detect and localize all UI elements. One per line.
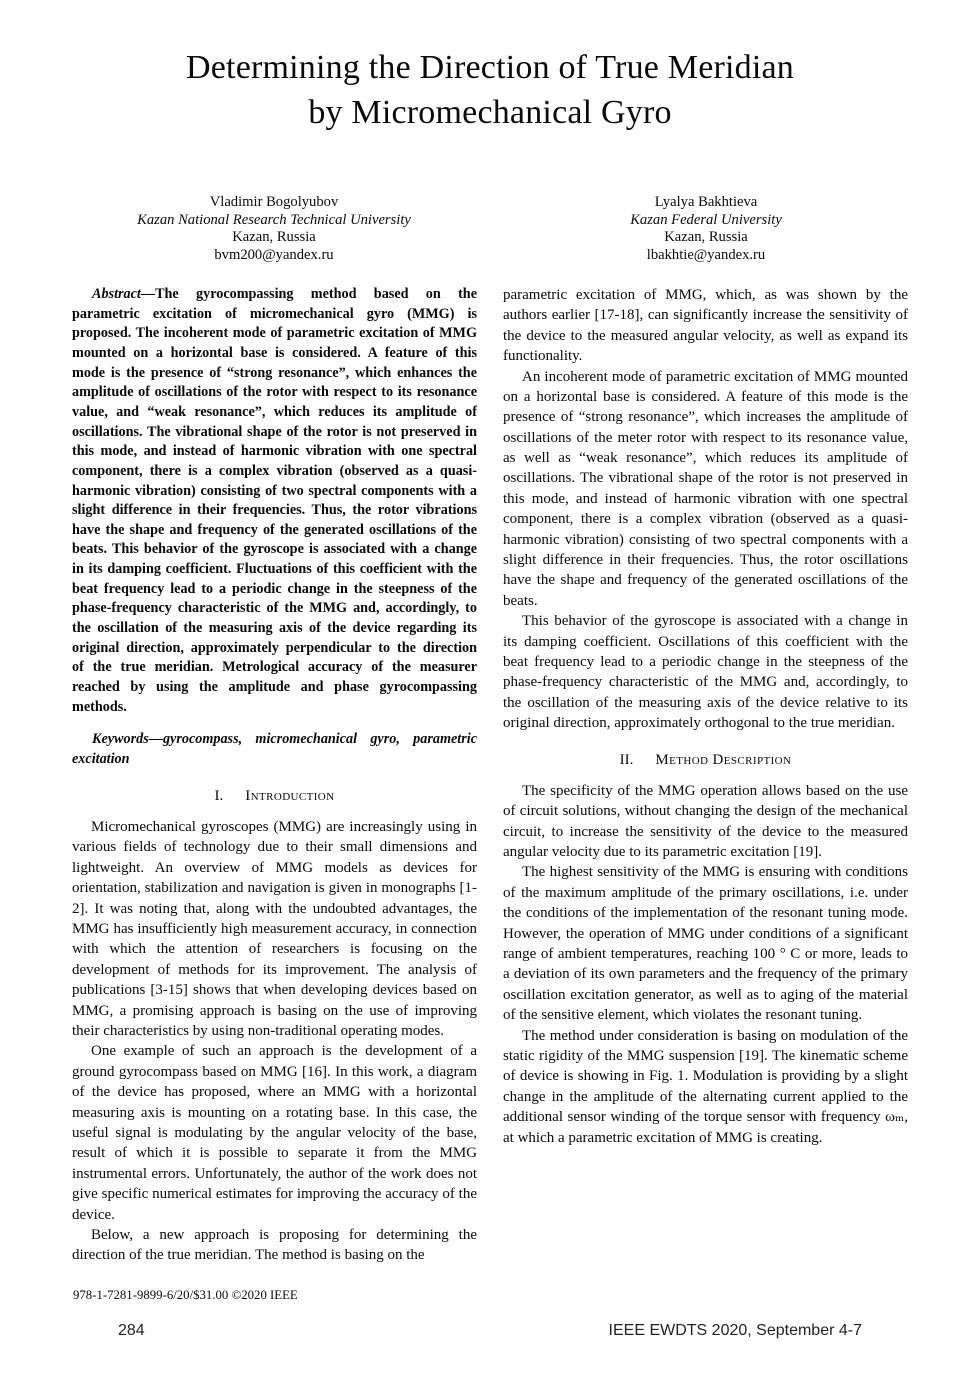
method-paragraph-1: The specificity of the MMG operation allows based on the use of circuit solutions, without changing the design of the mechanical circuit, to increase the sensitivity of the device to the measured angular velocity due to its parametric excitation [19]. [503,782,908,861]
conference-name: IEEE EWDTS 2020, September 4-7 [608,1322,862,1339]
author-affiliation: Kazan Federal University [630,211,782,228]
author-affiliation: Kazan National Research Technical University [137,211,411,228]
left-column [72,285,477,1266]
paper-title-line2: by Micromechanical Gyro [308,93,672,131]
page-number: 284 [118,1322,145,1339]
paper-title [0,0,980,136]
section-heading-introduction [72,786,477,806]
intro-paragraph-2: One example of such an approach is the development of a ground gyrocompass based on MMG [16]. In this work, a diagram of the device has proposed, where an MMG with a horizontal measuring axis is mounting on a rotating base. In this case, the useful signal is modulating by the angular velocity of the base, result of which it is possible to separate it from the MMG instrumental errors. Unfortunately, the author of the work does not give specific numerical estimates for improving the accuracy of the device. [72,1043,477,1223]
keywords-label: Keywords— [92,731,163,748]
author-name: Vladimir Bogolyubov [209,193,339,210]
two-column-body [72,285,908,1266]
method-paragraph-2: The highest sensitivity of the MMG is ensuring with conditions of the maximum amplitude of the primary oscillations, i.e. under the conditions of the implementation of the resonant tuning mode. However, the operation of MMG under conditions of a significant range of ambient temperatures, reaching 100 ° C or more, leads to a deviation of its own parameters and the frequency of the primary oscillation excitation generator, as well as to aging of the material of the sensitive element, which violates the resonant tuning. [503,864,908,1024]
intro-paragraph-5: This behavior of the gyroscope is associated with a change in its damping coefficient. Oscillations of this coefficient with the beat frequency lead to a periodic change in the steepness of the phase-frequency characteristic of the MMG and, accordingly, to the oscillation of the measuring axis of the device relative to its original direction, approximately orthogonal to the true meridian. [503,613,908,732]
author-name: Lyalya Bakhtieva [654,193,758,210]
section-number: I. [214,787,224,804]
author-email: lbakhtie@yandex.ru [646,247,766,264]
method-paragraph-3: The method under consideration is basing on modulation of the static rigidity of the MMG suspension [19]. The kinematic scheme of device is showing in Fig. 1. Modulation is providing by a slight change in the amplitude of the alternating current applied to the additional sensor winding of the torque sensor with frequency ωₘ, at which a parametric excitation of MMG is creating. [503,1027,908,1146]
intro-paragraph-3-continued: parametric excitation of MMG, which, as was shown by the authors earlier [17-18], can significantly increase the sensitivity of the device to the measured angular velocity, as well as expand its functionality. [503,286,908,365]
section-title: Method Description [655,751,792,768]
copyright-notice: 978-1-7281-9899-6/20/$31.00 ©2020 IEEE [73,1288,298,1302]
abstract-text: The gyrocompassing method based on the parametric excitation of micromechanical gyro (MMG) is proposed. The incoherent mode of parametric excitation of MMG mounted on a horizontal base is considered. A feature of this mode is the presence of “strong resonance”, which enhances the amplitude of oscillations of the rotor with respect to its resonance value, and “weak resonance”, which reduces its amplitude of oscillations. The vibrational shape of the rotor is not preserved in this mode, and instead of harmonic vibration with one spectral component, there is a complex vibration (observed as a quasi-harmonic vibration) consisting of two spectral components with a slight difference in their frequencies. Thus, the rotor vibrations have the shape and frequency of the generated oscillations of the beats. This behavior of the gyroscope is associated with a change in its damping coefficient. Fluctuations of this coefficient with the beat frequency lead to a periodic change in the steepness of the phase-frequency characteristic of the MMG and, accordingly, to the oscillation of the measuring axis of the device regarding its original direction, approximately perpendicular to the direction of the true meridian. Metrological accuracy of the measurer reached by using the amplitude and phase gyrocompassing methods. [72,285,477,715]
section-title: Introduction [245,787,335,804]
keywords-text: gyrocompass, micromechanical gyro, parametric excitation [72,731,477,768]
page-footer [118,1322,862,1340]
section-heading-method-description [503,750,908,770]
intro-paragraph-3: Below, a new approach is proposing for determining the direction of the true meridian. The method is basing on the [72,1226,477,1264]
keywords-paragraph [72,730,477,769]
author-location: Kazan, Russia [664,229,748,246]
section-number: II. [619,751,634,768]
intro-paragraph-1: Micromechanical gyroscopes (MMG) are increasingly using in various fields of technology due to their small dimensions and lightweight. An overview of MMG models as devices for orientation, stabilization and navigation is given in monographs [1-2]. It was noting that, along with the undoubted advantages, the MMG has insufficiently high measurement accuracy, in connection with which the attention of researchers is focusing on the development of methods for its improvement. The analysis of publications [3-15] shows that when developing devices based on MMG, a promising approach is basing on the use of improving their characteristics by using non-traditional operating modes. [72,819,477,1039]
intro-paragraph-4: An incoherent mode of parametric excitation of MMG mounted on a horizontal base is considered. A feature of this mode is the presence of “strong resonance”, which increases the amplitude of oscillations of the meter rotor with respect to its resonance value, as well as “weak resonance”, which reduces its amplitude of oscillations. The vibrational shape of the rotor is not preserved in this mode, and instead of harmonic vibration with one spectral component, there is a complex vibration (observed as a quasi-harmonic vibration) consisting of two spectral components with a slight difference in their frequencies. Thus, the rotor oscillations have the shape and frequency of the generated oscillations of the beats. [503,368,908,609]
right-column [503,285,908,1266]
author-left [90,194,458,265]
paper-title-line1: Determining the Direction of True Meridian [186,49,794,86]
author-block [90,194,890,265]
author-right [522,194,890,265]
abstract-paragraph [72,285,477,717]
abstract-label: Abstract— [92,285,156,302]
author-location: Kazan, Russia [232,229,316,246]
author-email: bvm200@yandex.ru [214,247,334,264]
